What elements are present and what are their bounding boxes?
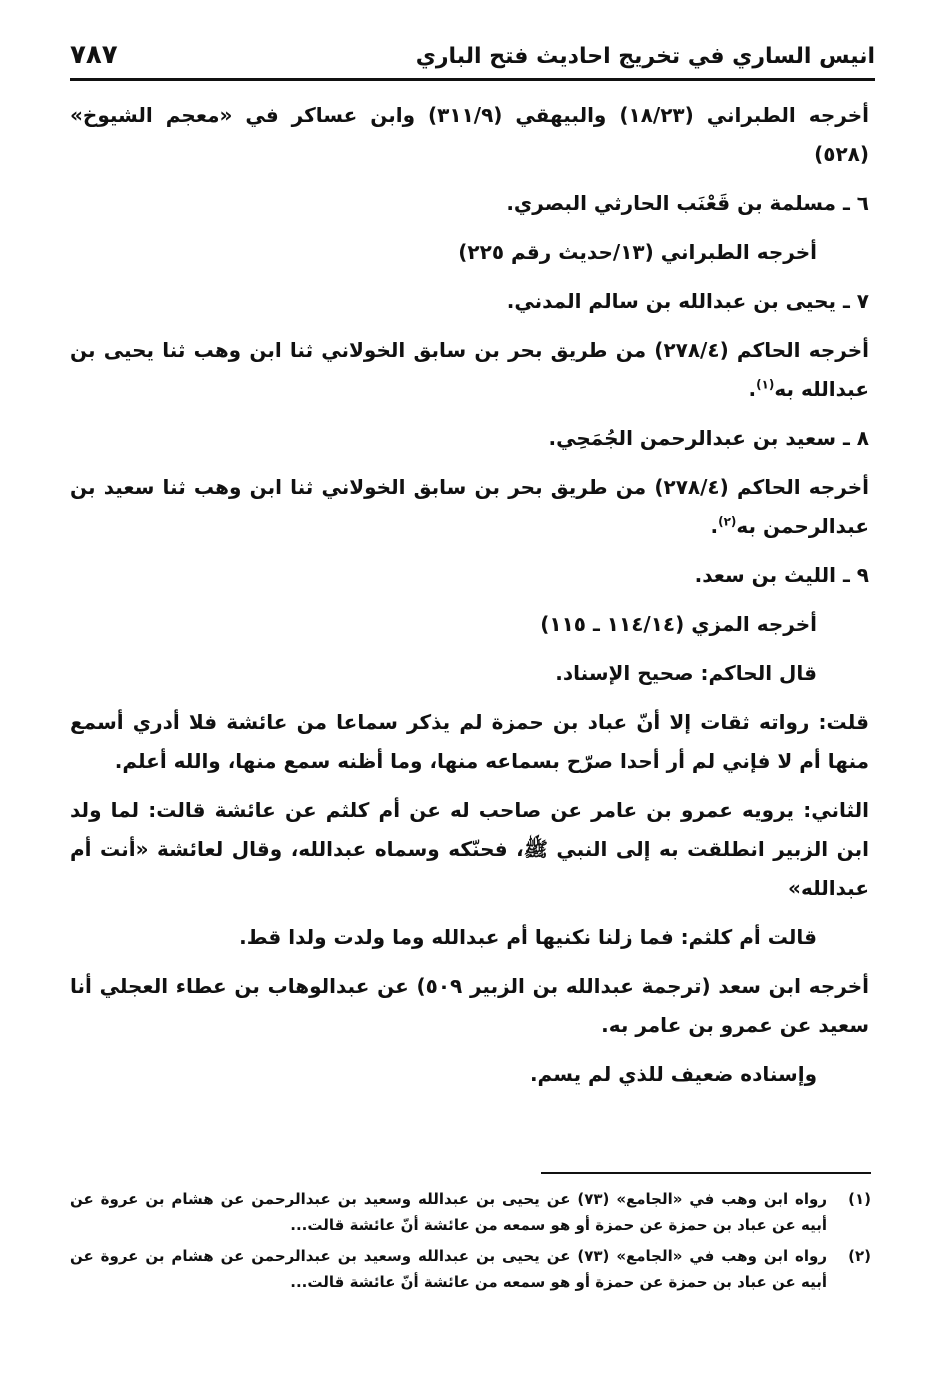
footnote (70, 1243, 871, 1295)
item-number: ٨ ـ (842, 426, 869, 450)
footnote-reference[interactable]: (٢) (718, 514, 737, 529)
footnote-text: رواه ابن وهب في «الجامع» (٧٣) عن يحيى بن عبدالله وسعيد بن عبدالرحمن عن هشام بن عروة عن أبيه عن عباد بن حمزة عن حمزة أو هو سمعه من عائشة أنّ عائشة قالت... (70, 1247, 827, 1291)
footnote-marker: (٢) (848, 1247, 871, 1265)
item-text: يحيى بن عبدالله بن سالم المدني. (506, 289, 836, 313)
list-item (70, 556, 869, 595)
paragraph-punctuation: . (710, 514, 719, 538)
item-number: ٩ ـ (842, 563, 869, 587)
footnotes (70, 1186, 871, 1300)
item-text: سعيد بن عبدالرحمن الجُمَحِي. (548, 426, 836, 450)
indented-paragraph (70, 605, 869, 644)
footnote-marker: (١) (848, 1190, 871, 1208)
paragraph (70, 468, 869, 546)
paragraph-text: قالت أم كلثم: فما زلنا نكنيها أم عبدالله وما ولدت ولدا قط. (239, 925, 817, 949)
list-item (70, 184, 869, 223)
list-item (70, 282, 869, 321)
paragraph (70, 791, 869, 908)
paragraph-text: قال الحاكم: صحيح الإسناد. (555, 661, 817, 685)
paragraph-text: أخرجه الطبراني (١٨/٢٣) والبيهقي (٣١١/٩) وابن عساكر في «معجم الشيوخ» (٥٢٨) (70, 103, 870, 166)
paragraph (70, 703, 869, 781)
paragraph (70, 967, 869, 1045)
paragraph-text: أخرجه ابن سعد (ترجمة عبدالله بن الزبير ٥٠٩) عن عبدالوهاب بن عطاء العجلي أنا سعيد عن عمرو بن عامر به. (70, 974, 869, 1037)
paragraph-text: قلت: رواته ثقات إلا أنّ عباد بن حمزة لم يذكر سماعا من عائشة فلا أدري أسمع منها أم لا فإني لم أر أحدا صرّح بسماعه منها، وما أظنه سمع منها، والله أعلم. (70, 710, 869, 773)
paragraph (70, 331, 869, 409)
paragraph-text: أخرجه الحاكم (٢٧٨/٤) من طريق بحر بن سابق الخولاني ثنا ابن وهب ثنا يحيى بن عبدالله به (70, 338, 869, 401)
page-number: ٧٨٧ (70, 40, 118, 70)
indented-paragraph (70, 654, 869, 693)
paragraph-text: أخرجه الحاكم (٢٧٨/٤) من طريق بحر بن سابق الخولاني ثنا ابن وهب ثنا سعيد بن عبدالرحمن به (70, 475, 869, 538)
paragraph (70, 96, 869, 174)
indented-paragraph (70, 1055, 869, 1094)
main-text (70, 96, 869, 1104)
indented-paragraph (70, 918, 869, 957)
item-text: الليث بن سعد. (694, 563, 836, 587)
paragraph-punctuation: . (748, 377, 757, 401)
page-header (70, 40, 875, 76)
running-title: انيس الساري في تخريج احاديث فتح الباري (415, 44, 875, 69)
indented-paragraph (70, 233, 869, 272)
header-divider (70, 78, 875, 81)
paragraph-text: أخرجه المزي (١١٤/١٤ ـ ١١٥) (540, 612, 817, 636)
lead-word: الثاني: (803, 798, 869, 822)
paragraph-text: أخرجه الطبراني (١٣/حديث رقم ٢٢٥) (458, 240, 817, 264)
footnote-reference[interactable]: (١) (756, 377, 775, 392)
footnote-text: رواه ابن وهب في «الجامع» (٧٣) عن يحيى بن عبدالله وسعيد بن عبدالرحمن عن هشام بن عروة عن أبيه عن عباد بن حمزة عن حمزة أو هو سمعه من عائشة أنّ عائشة قالت... (70, 1190, 827, 1234)
list-item (70, 419, 869, 458)
item-number: ٧ ـ (842, 289, 869, 313)
footnote (70, 1186, 871, 1238)
paragraph-text: يرويه عمرو بن عامر عن صاحب له عن أم كلثم عن عائشة قالت: لما ولد ابن الزبير انطلقت به إلى النبي ﷺ، فحنّكه وسماه عبدالله، وقال لعائشة «أنت أم عبدالله» (70, 798, 869, 900)
footnote-divider (541, 1172, 871, 1174)
item-text: مسلمة بن قَعْنَب الحارثي البصري. (506, 191, 836, 215)
item-number: ٦ ـ (842, 191, 869, 215)
paragraph-text: وإسناده ضعيف للذي لم يسم. (529, 1062, 817, 1086)
